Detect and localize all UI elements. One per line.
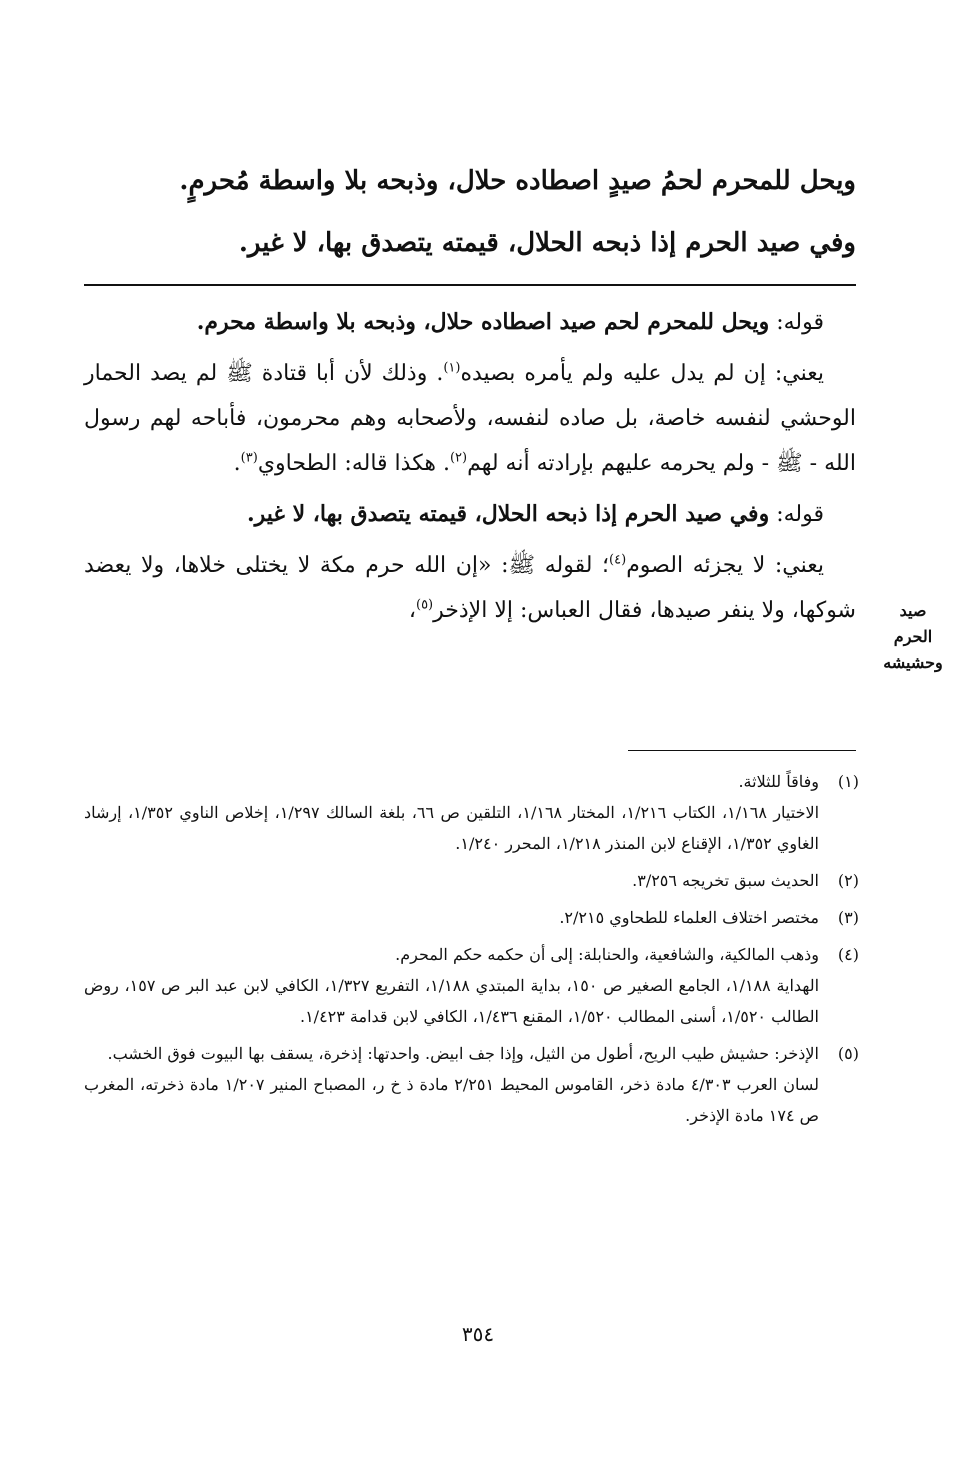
margin-heading-line-1: صيد xyxy=(899,601,927,620)
commentary-text: ، xyxy=(408,598,416,623)
commentary-text: . هكذا قاله: الطحاوي xyxy=(257,451,450,476)
footnote-ref-2[interactable]: (٢) xyxy=(449,450,468,466)
footnote-line: وفاقاً للثلاثة. xyxy=(738,772,819,791)
footnote-line: لسان العرب ٤/٣٠٣ مادة ذخر، القاموس المحيط ٢/٢٥١ مادة ذ خ ر، المصباح المنير ١/٢٠٧ مادة ذخرته، المغرب ص ١٧٤ مادة الإذخر. xyxy=(84,1075,819,1125)
margin-heading xyxy=(878,598,948,676)
footnote-3 xyxy=(84,902,859,933)
commentary-paragraph-4 xyxy=(84,543,856,633)
commentary-paragraph-3 xyxy=(84,492,856,537)
footnote-5 xyxy=(84,1038,859,1131)
commentary-paragraph-1 xyxy=(84,300,856,345)
footnote-line: الإذخر: حشيش طيب الريح، أطول من الثيل، وإذا جف ابيض. واحدتها: إذخرة، يسقف بها البيوت فوق الخشب. xyxy=(107,1044,819,1063)
sharh-text xyxy=(84,300,856,639)
footnote-ref-4[interactable]: (٤) xyxy=(609,552,627,568)
margin-heading-line-2: الحرم xyxy=(893,627,933,646)
footnote-number: (٣) xyxy=(837,908,859,927)
commentary-text: . وذلك لأن أبا قتادة ﷺ لم يصد الحمار الوحشي لنفسه خاصة، بل صاده لنفسه، ولأصحابه وهم محرمون، فأباحه لهم رسول الله - ﷺ - ولم يحرمه عليهم بإرادته أنه لهم xyxy=(84,361,856,476)
footnote-separator xyxy=(628,750,856,751)
footnote-number: (١) xyxy=(837,772,859,791)
footnote-ref-1[interactable]: (١) xyxy=(443,360,461,376)
commentary-text: ؛ لقوله ﷺ: «إن الله حرم مكة لا يختلى خلاها، ولا يعضد شوكها، ولا ينفر صيدها، فقال العباس: إلا الإذخر xyxy=(84,553,856,623)
footnote-line: وذهب المالكية، والشافعية، والحنابلة: إلى أن حكمه حكم المحرم. xyxy=(395,945,819,964)
footnote-2 xyxy=(84,865,859,896)
footnote-ref-5[interactable]: (٥) xyxy=(415,597,434,613)
footnote-line: الاختيار ١/١٦٨، الكتاب ١/٢١٦، المختار ١/١٦٨، التلقين ص ٦٦، بلغة السالك ١/٢٩٧، إخلاص الناوي ١/٣٥٢، إرشاد الغاوي ١/٣٥٢، الإقناع لابن المنذر ١/٢١٨، المحرر ١/٢٤٠. xyxy=(84,803,820,853)
qawluh-label: قوله: xyxy=(769,310,824,335)
footnote-ref-3[interactable]: (٣) xyxy=(240,450,258,466)
matn-text xyxy=(84,150,856,274)
quoted-matn: وفي صيد الحرم إذا ذبحه الحلال، قيمته يتصدق بها، لا غير. xyxy=(247,501,770,527)
matn-line-1: ويحل للمحرم لحمُ صيدٍ اصطاده حلال، وذبحه بلا واسطة مُحرمٍ. xyxy=(179,166,856,196)
matn-line-2: وفي صيد الحرم إذا ذبحه الحلال، قيمته يتصدق بها، لا غير. xyxy=(238,228,856,258)
footnote-number: (٤) xyxy=(837,945,859,964)
qawluh-label: قوله: xyxy=(769,502,824,527)
matn-separator xyxy=(84,284,856,286)
footnote-line: الحديث سبق تخريجه ٣/٢٥٦. xyxy=(632,871,819,890)
footnote-line: مختصر اختلاف العلماء للطحاوي ٢/٢١٥. xyxy=(559,908,819,927)
commentary-text: يعني: لا يجزئه الصوم xyxy=(626,553,824,578)
footnote-1 xyxy=(84,766,859,859)
footnote-number: (٢) xyxy=(837,871,859,890)
margin-heading-line-3: وحشيشه xyxy=(883,653,943,672)
page-number: ٣٥٤ xyxy=(461,1322,495,1346)
footnote-number: (٥) xyxy=(837,1044,859,1063)
commentary-text: يعني: إن لم يدل عليه ولم يأمره بصيده xyxy=(460,361,824,386)
footnote-line: الهداية ١/١٨٨، الجامع الصغير ص ١٥٠، بداية المبتدي ١/١٨٨، التفريع ١/٣٢٧، الكافي لابن عبد البر ص ١٥٧، روض الطالب ١/٥٢٠، أسنى المطالب ١/٥٢٠، المقنع ١/٤٣٦، الكافي لابن قدامة ١/٤٢٣. xyxy=(84,976,820,1026)
commentary-text: . xyxy=(233,451,241,476)
quoted-matn: ويحل للمحرم لحم صيد اصطاده حلال، وذبحه بلا واسطة محرم. xyxy=(196,309,770,335)
commentary-paragraph-2 xyxy=(84,351,856,486)
footnote-4 xyxy=(84,939,859,1032)
footnotes xyxy=(84,766,859,1137)
